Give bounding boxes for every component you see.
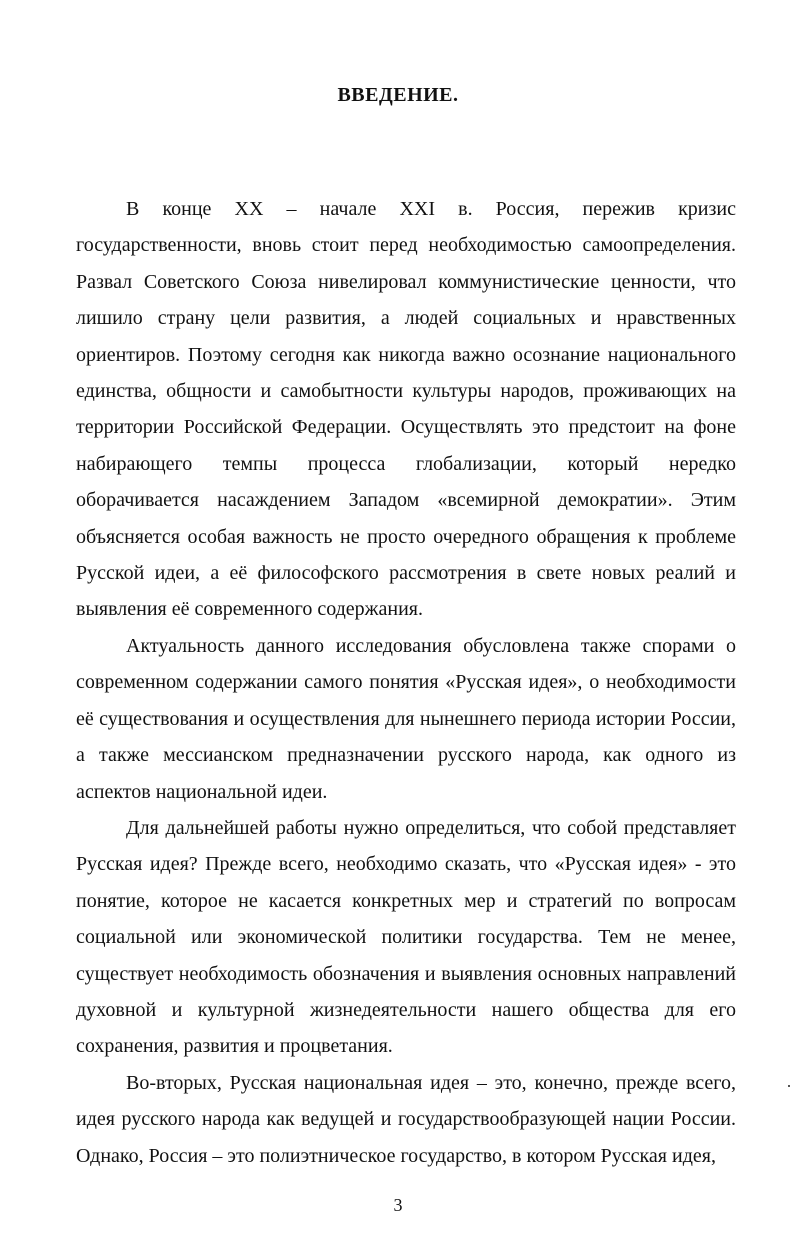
scan-speck	[788, 1085, 790, 1087]
page-number: 3	[393, 1195, 403, 1215]
paragraph-4: Во-вторых, Русская национальная идея – это, конечно, прежде всего, идея русского народа как ведущей и государствообразующей нации России. Однако, Россия – это полиэтническое государство, в котором Русская идея,	[76, 1071, 736, 1167]
paragraph-1: В конце XX – начале XXI в. Россия, пережив кризис государственности, вновь стоит перед необходимостью самоопределения. Развал Советского Союза нивелировал коммунистические ценности, что лишило страну цели развития, а людей социальных и нравственных ориентиров. Поэтому сегодня как никогда важно осознание национального единства, общности и самобытности культуры народов, проживающих на территории Российской Федерации. Осуществлять это предстоит на фоне набирающего темпы процесса глобализации, который нередко оборачивается насаждением Западом «всемирной демократии». Этим объясняется особая важность не просто очередного обращения к проблеме Русской идеи, а её философского рассмотрения в свете новых реалий и выявления её современного содержания.	[76, 198, 736, 621]
paragraph-3: Для дальнейшей работы нужно определиться, что собой представляет Русская идея? Прежде всего, необходимо сказать, что «Русская идея» - это понятие, которое не касается конкретных мер и стратегий по вопросам социальной или экономической политики государства. Тем не менее, существует необходимость обозначения и выявления основных направлений духовной и культурной жизнедеятельности нашего общества для его сохранения, развития и процветания.	[76, 816, 736, 1058]
body-text	[76, 191, 736, 1174]
page-title: ВВЕДЕНИЕ.	[337, 84, 459, 106]
paragraph-2: Актуальность данного исследования обусловлена также спорами о современном содержании самого понятия «Русская идея», о необходимости её существования и осуществления для нынешнего периода истории России, а также мессианском предназначении русского народа, как одного из аспектов национальной идеи.	[76, 634, 736, 803]
